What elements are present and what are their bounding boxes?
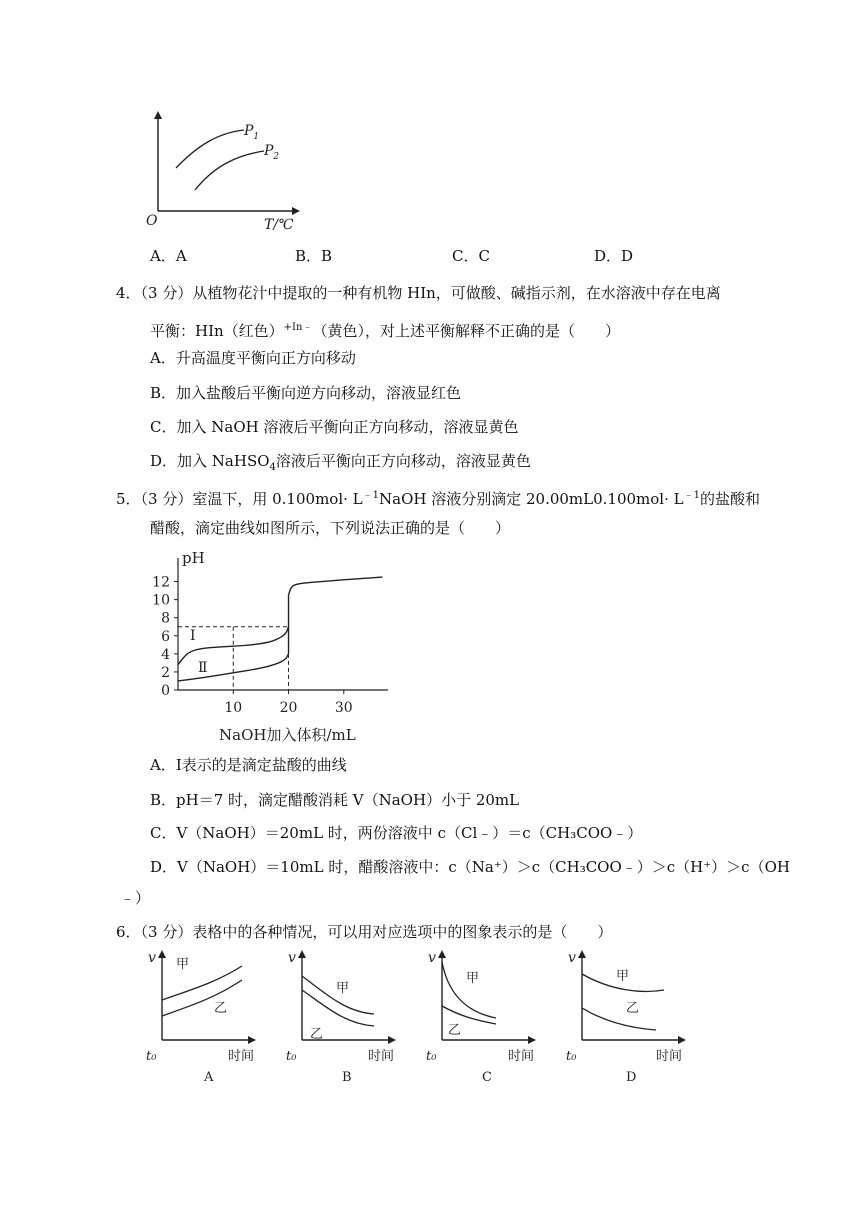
q4-option-c[interactable]: C．加入 NaOH 溶液后平衡向正方向移动，溶液显黄色: [150, 418, 519, 436]
y-tick-label: 6: [161, 628, 170, 645]
origin-label: O: [146, 213, 158, 229]
panel-a-v-label: v: [148, 950, 156, 966]
panel-a[interactable]: [146, 950, 256, 1085]
panel-b-caption: B: [342, 1070, 352, 1085]
panel-c-label-yi: 乙: [448, 1023, 462, 1038]
panel-c-v-label: v: [428, 950, 436, 966]
panel-b-label-yi: 乙: [310, 1027, 324, 1042]
panel-a-x-label: 时间: [228, 1049, 255, 1064]
panel-a-x-arrow-icon: [248, 1036, 256, 1044]
y-tick-label: 0: [161, 683, 170, 699]
q6-panels: [140, 948, 700, 1088]
y-axis-label: pH: [182, 549, 205, 567]
y-tick-label: 12: [152, 574, 170, 591]
q4-option-d[interactable]: D．加入 NaHSO$_4$溶液后平衡向正方向移动，溶液显黄色: [150, 452, 531, 473]
panel-c[interactable]: [426, 950, 536, 1085]
titration-series-3: [289, 577, 383, 595]
y-tick-label: 8: [161, 610, 170, 627]
panel-b-origin: t₀: [286, 1049, 297, 1064]
q5-stem-line2: 醋酸，滴定曲线如图所示，下列说法正确的是（ ）: [150, 519, 511, 537]
panel-b-label-jia: 甲: [336, 981, 350, 996]
q3-option-b[interactable]: B．B: [295, 247, 333, 265]
x-tick-label: 30: [334, 700, 353, 716]
y-tick-label: 4: [161, 646, 170, 663]
panel-b[interactable]: [286, 950, 396, 1085]
titration-curve-chart: [140, 548, 400, 748]
panel-b-x-arrow-icon: [388, 1036, 396, 1044]
label-p2: $P_2$: [264, 143, 280, 162]
panel-d-curve-yi: [582, 1008, 656, 1030]
q5-option-d[interactable]: D．V（NaOH）＝10mL 时，醋酸溶液中：c（Na⁺）＞c（CH₃COO﹣）＞c（H⁺）＞c（OH: [150, 858, 790, 876]
panel-d-caption: D: [626, 1070, 637, 1085]
panel-d-y-arrow-icon: [578, 950, 586, 958]
panel-c-x-label: 时间: [508, 1049, 535, 1064]
q6-stem: 6．（3 分）表格中的各种情况，可以用对应选项中的图象表示的是（ ）: [116, 923, 613, 941]
q5-option-d-continued: ﹣）: [120, 889, 151, 907]
x-tick-label: 10: [224, 700, 243, 716]
panel-d-label-jia: 甲: [616, 969, 630, 984]
q5-option-a[interactable]: A．Ⅰ表示的是滴定盐酸的曲线: [150, 756, 347, 774]
curve-p2: [195, 151, 264, 190]
y-tick-label: 10: [152, 592, 170, 609]
q3-option-a[interactable]: A．A: [150, 247, 187, 265]
panel-b-x-label: 时间: [368, 1049, 395, 1064]
curve-label-1: Ⅰ: [190, 628, 196, 644]
panel-d-label-yi: 乙: [626, 1001, 640, 1016]
q5-option-c[interactable]: C．V（NaOH）＝20mL 时，两份溶液中 c（Cl﹣）＝c（CH₃COO﹣）: [150, 824, 643, 842]
q4-stem-line1: 4．（3 分）从植物花汁中提取的一种有机物 HIn，可做酸、碱指示剂，在水溶液中存在电离: [116, 284, 721, 302]
x-axis-label: T/℃: [264, 217, 294, 233]
panel-a-curve-jia: [162, 966, 242, 1000]
panel-d-x-label: 时间: [656, 1049, 683, 1064]
x-axis-arrow-icon: [292, 207, 300, 215]
curve-label-2: Ⅱ: [198, 660, 208, 676]
q4-option-b[interactable]: B．加入盐酸后平衡向逆方向移动，溶液显红色: [150, 384, 462, 402]
panel-d-v-label: v: [568, 950, 576, 966]
panel-a-y-arrow-icon: [158, 950, 166, 958]
panel-a-label-yi: 乙: [214, 1001, 228, 1016]
panel-c-y-arrow-icon: [438, 950, 446, 958]
q5-option-b[interactable]: B．pH＝7 时，滴定醋酸消耗 V（NaOH）小于 20mL: [150, 791, 520, 809]
panel-b-v-label: v: [288, 950, 296, 966]
y-axis-arrow-icon: [154, 111, 162, 119]
label-p1: $P_1$: [244, 123, 260, 142]
x-axis-label: NaOH加入体积/mL: [219, 726, 356, 744]
panel-d-x-arrow-icon: [678, 1036, 686, 1044]
panel-c-x-arrow-icon: [528, 1036, 536, 1044]
panel-c-curve-yi: [442, 1006, 496, 1024]
panel-d[interactable]: [566, 950, 686, 1085]
panel-a-origin: t₀: [146, 1049, 157, 1064]
q4-stem-line2: 平衡：HIn（红色）$^{+In﹣}$（黄色），对上述平衡解释不正确的是（ ）: [150, 322, 620, 340]
panel-c-origin: t₀: [426, 1049, 437, 1064]
x-tick-label: 20: [279, 700, 298, 716]
q3-option-c[interactable]: C．C: [452, 247, 490, 265]
q4-option-a[interactable]: A．升高温度平衡向正方向移动: [150, 349, 356, 367]
q5-stem-line1: 5．（3 分）室温下，用 $0.100mol\cdot L^{﹣1}NaOH$ 溶液分别滴定 $20.00mL0.100mol\cdot L^{﹣1}$的盐酸和: [116, 490, 760, 508]
panel-a-caption: A: [204, 1070, 214, 1085]
panel-a-label-jia: 甲: [176, 957, 190, 972]
curve-p1: [176, 130, 244, 168]
panel-c-label-jia: 甲: [466, 971, 480, 986]
pressure-temperature-graph: [140, 105, 310, 235]
panel-d-origin: t₀: [566, 1049, 577, 1064]
y-tick-label: 2: [161, 664, 170, 681]
q3-option-d[interactable]: D．D: [594, 247, 634, 265]
panel-c-caption: C: [482, 1070, 492, 1085]
panel-b-y-arrow-icon: [298, 950, 306, 958]
